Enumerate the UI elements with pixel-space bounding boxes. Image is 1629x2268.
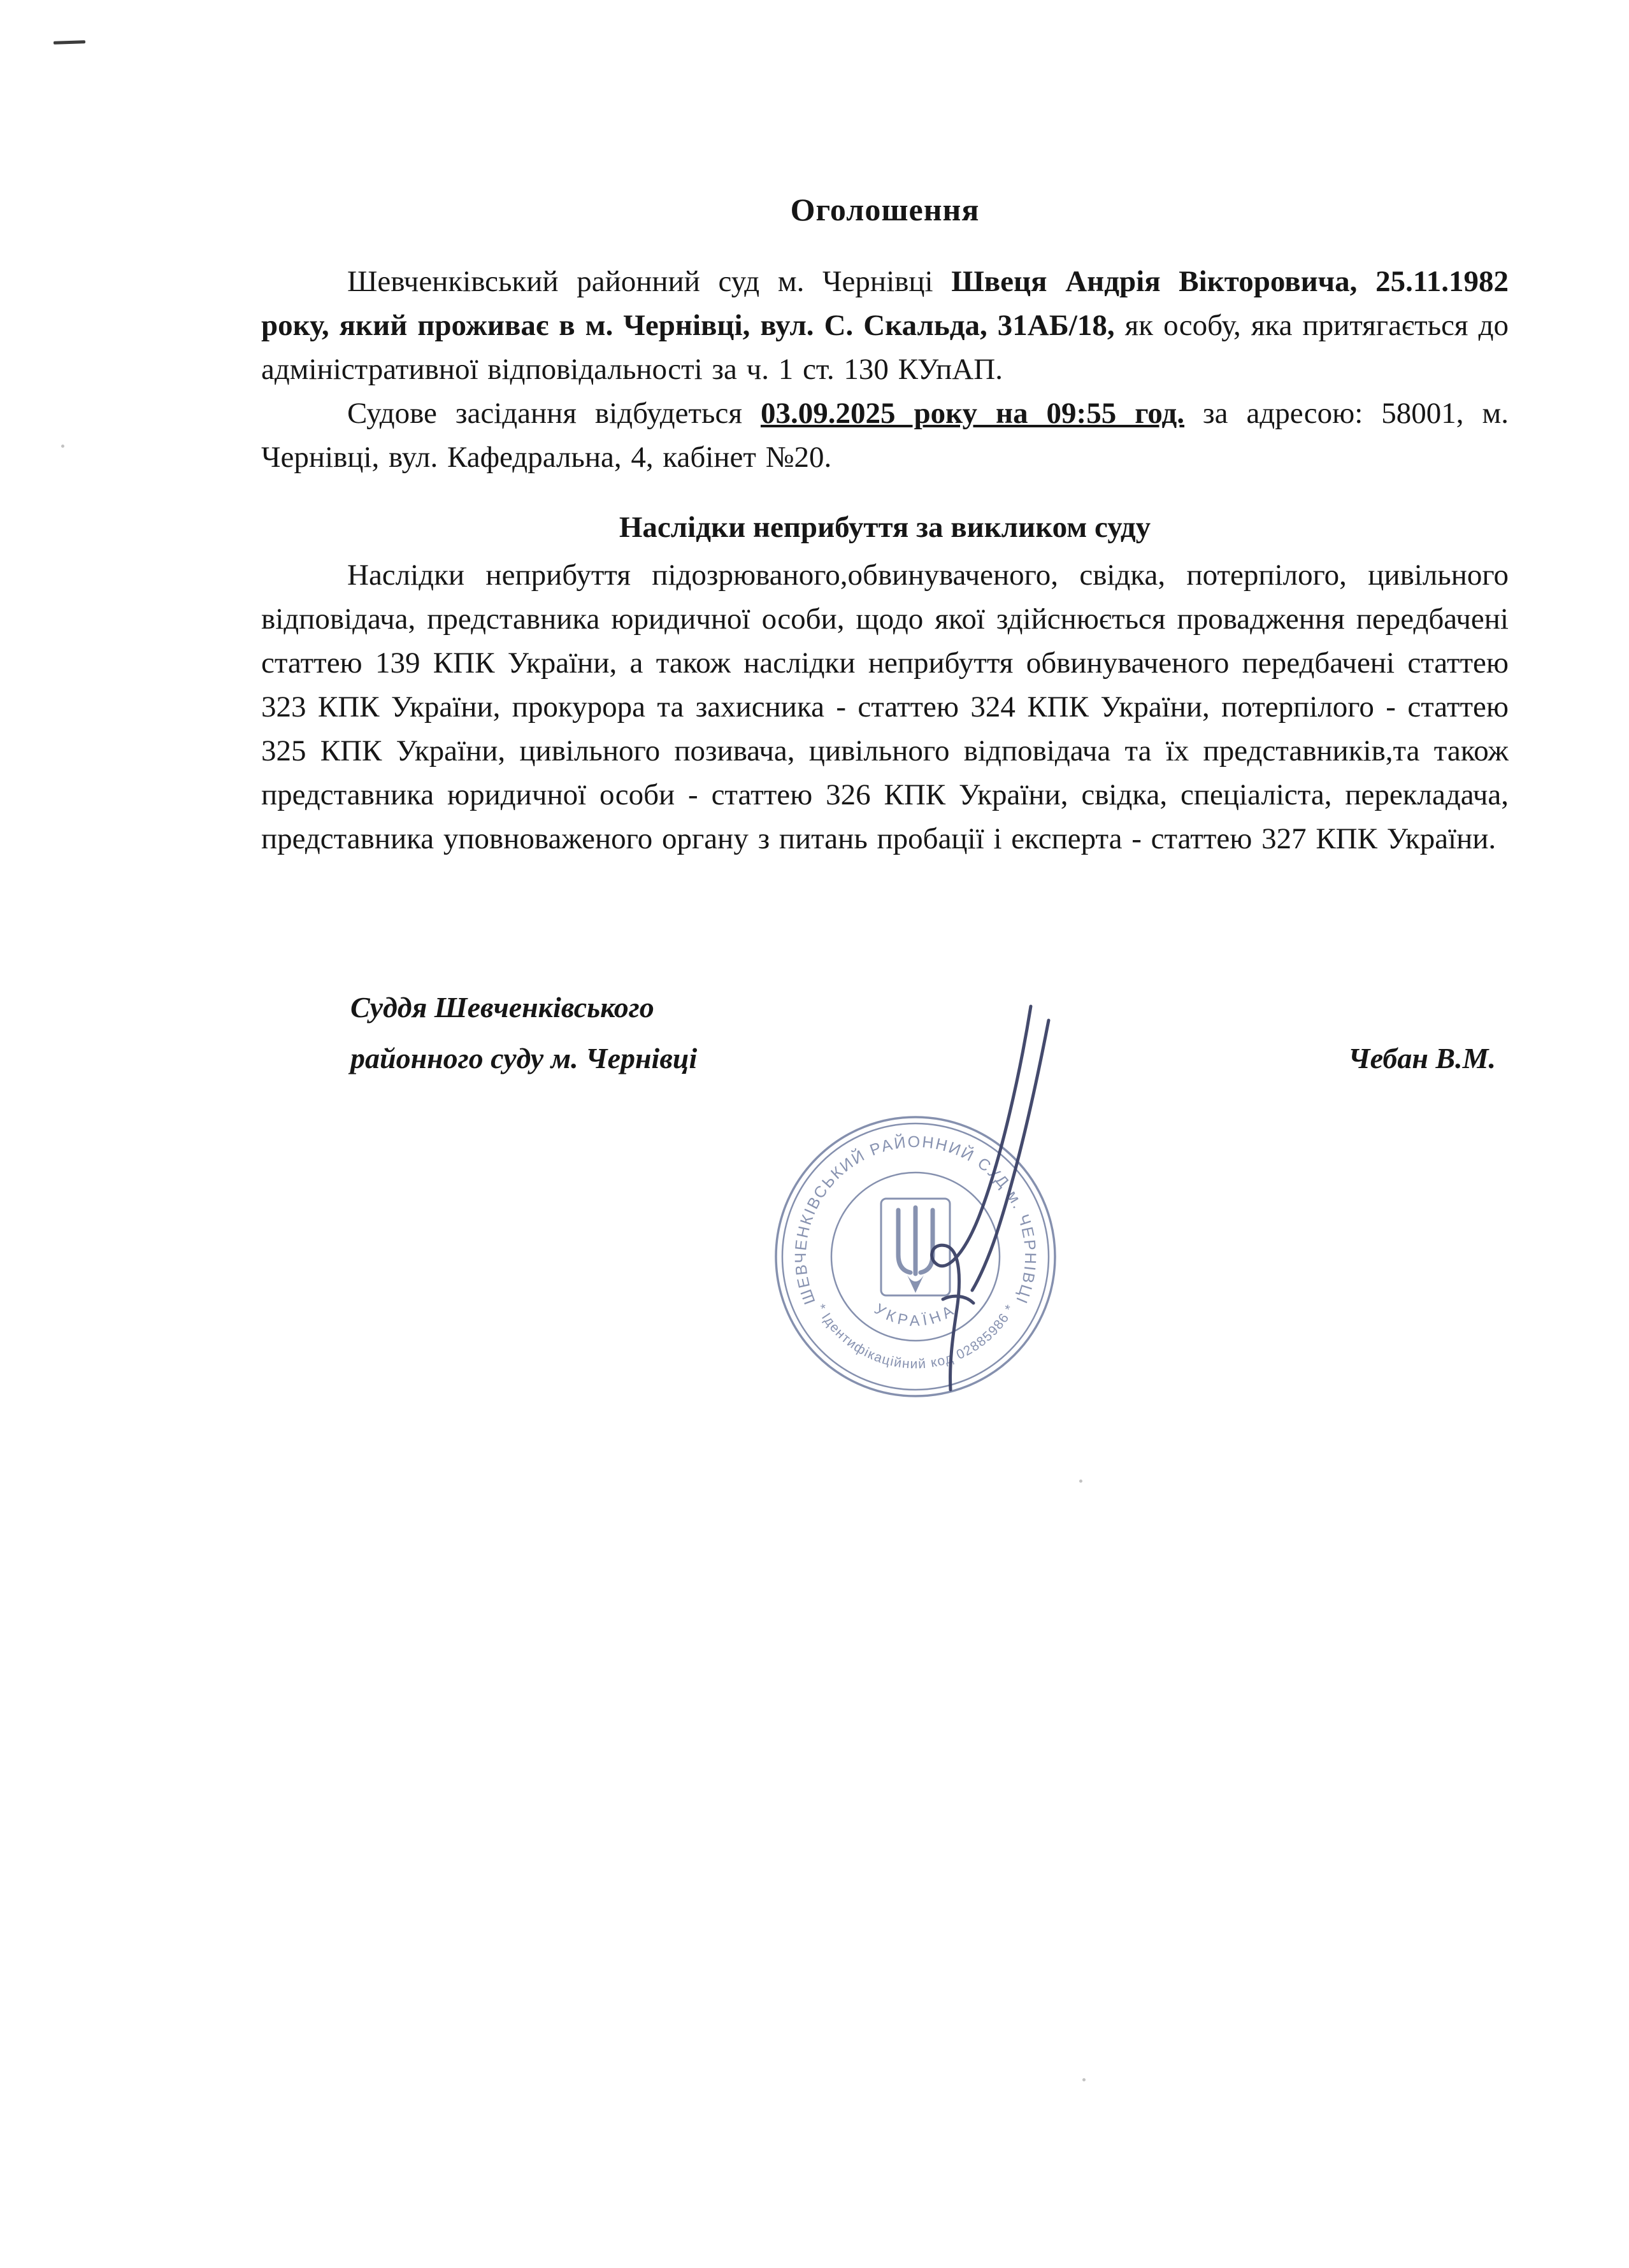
judge-title [350, 982, 697, 1084]
paragraph-summons-lead: Шевченківський районний суд м. Чернівці [347, 265, 952, 298]
document-content [261, 0, 1509, 1084]
stamp-country-text: УКРАЇНА [871, 1300, 960, 1330]
stamp-inner-ring [831, 1173, 1000, 1341]
stamp-outer-ring-2 [782, 1123, 1049, 1390]
paragraph-consequences: Наслідки неприбуття підозрюваного,обвинуваченого, свідка, потерпілого, цивільного відповідача, представника юридичної особи, щодо якої здійснюється провадження передбачені статтею 139 КПК України, а також наслідки неприбуття обвинуваченого передбачені статтею 323 КПК України, прокурора та захисника - статтею 324 КПК України, потерпілого - статтею 325 КПК України, цивільного позивача, цивільного відповідача та їх представників,та також представника юридичної особи - статтею 326 КПК України, свідка, спеціаліста, перекладача, представника уповноваженого органу з питань пробації і експерта - статтею 327 КПК України. [261, 559, 1509, 855]
svg-text:УКРАЇНА [872, 1301, 960, 1330]
judge-title-line2: районного суду м. Чернівці [350, 1042, 698, 1074]
scan-speck [61, 445, 64, 448]
signature-block [261, 982, 1509, 1084]
stamp-outer-ring [776, 1117, 1055, 1396]
paragraph-summons-tail: як особу, яка притягається до адміністративної відповідальності за ч. 1 ст. 130 КУпАП. [261, 309, 1509, 386]
paragraph-hearing-lead: Судове засідання відбудеться [347, 397, 761, 430]
paragraph-hearing-tail: за адресою: 58001, м. Чернівці, вул. Кафедральна, 4, кабінет №20. [261, 397, 1509, 474]
section-heading-consequences: Наслідки неприбуття за викликом суду [619, 511, 1151, 544]
stamp-lettering [792, 1132, 1039, 1371]
document-title: Оголошення [790, 192, 980, 227]
trident-icon [881, 1199, 950, 1295]
paragraph-hearing [261, 392, 1509, 480]
scan-speck [1079, 1480, 1082, 1483]
trident-right-prong [921, 1210, 933, 1273]
signature-stroke-flick [943, 1296, 973, 1303]
trident-left-prong [898, 1210, 910, 1273]
judge-title-line1: Суддя Шевченківського [350, 991, 654, 1023]
scan-speck [1082, 2078, 1086, 2081]
trident-frame [881, 1199, 950, 1295]
svg-text:* Ідентифікаційний код 0288598 [813, 1302, 1018, 1371]
trident-base [907, 1275, 924, 1293]
paragraph-hearing-datetime: 03.09.2025 року на 09:55 год. [760, 397, 1185, 430]
stamp-ring-top-text: ШЕВЧЕНКІВСЬКИЙ РАЙОННИЙ СУД м. ЧЕРНІВЦІ [791, 1132, 1040, 1308]
svg-text:ШЕВЧЕНКІВСЬКИЙ РАЙОННИЙ СУД м. [792, 1132, 1039, 1307]
paragraph-summons-person: Швеця Андрія Вікторовича, 25.11.1982 року, який проживає в м. Чернівці, вул. С. Скальда, 31АБ/18, [261, 265, 1509, 342]
paragraph-summons [261, 260, 1509, 392]
stamp-ring-bottom-text: * Ідентифікаційний код 02885986 * [813, 1302, 1018, 1372]
stamp-rings [776, 1117, 1055, 1396]
judge-name: Чебан В.М. [1348, 1042, 1496, 1074]
scan-artifact-dash [54, 40, 85, 45]
